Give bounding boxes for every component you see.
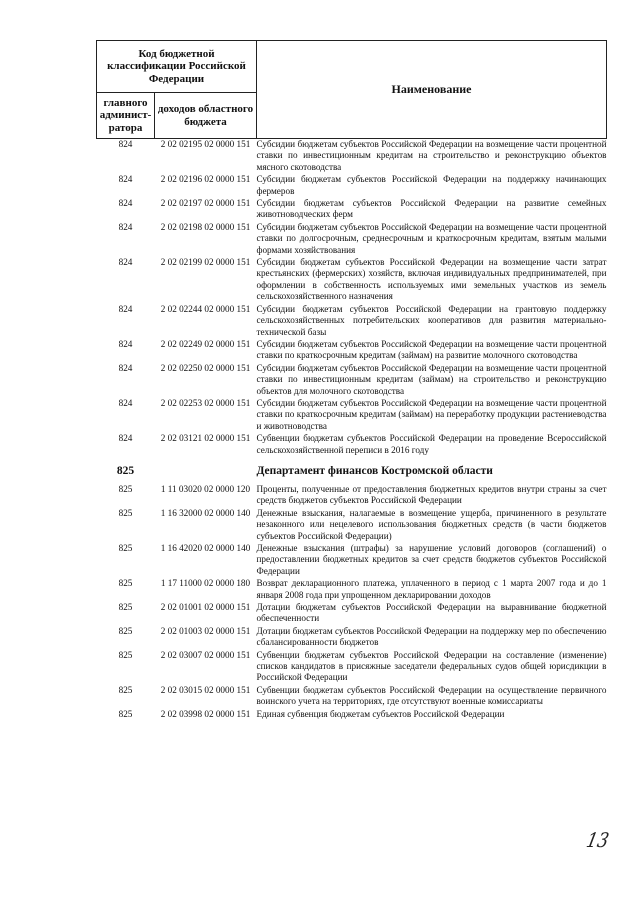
- admin-code-cell: 825: [118, 708, 133, 719]
- income-code-cell: 2 02 02197 02 0000 151: [160, 198, 251, 209]
- department-heading-row: [97, 457, 607, 484]
- income-code-cell: 2 02 02249 02 0000 151: [160, 338, 251, 349]
- name-cell: Дотации бюджетам субъектов Российской Федерации на поддержку мер по обеспечению сбалансированности бюджетов: [256, 625, 607, 648]
- admin-column-header: главного админист-ратора: [97, 93, 155, 139]
- table-row: [97, 650, 607, 685]
- name-cell: Субвенции бюджетам субъектов Российской Федерации на проведение Всероссийской сельскохозяйственной переписи в 2016 году: [256, 433, 607, 455]
- name-cell: Субсидии бюджетам субъектов Российской Федерации на возмещение части процентной ставки по краткосрочным кредитам (займам) на переработку продукции растениеводства и животноводства: [256, 397, 607, 431]
- income-code-cell: 2 02 01003 02 0000 151: [160, 625, 251, 636]
- table-row: [97, 174, 607, 198]
- name-cell: Субсидии бюджетам субъектов Российской Федерации на возмещение части процентной ставки по долгосрочным, среднесрочным и краткосрочным кредитам, взятым малыми формами хозяйствования: [256, 221, 607, 255]
- income-code-cell: 1 16 42020 02 0000 140: [160, 543, 251, 553]
- admin-code-cell: 825: [118, 684, 133, 695]
- table-header: [97, 41, 607, 139]
- admin-code-cell: 824: [118, 257, 133, 268]
- admin-code-cell: 825: [118, 602, 133, 613]
- admin-code-cell: 824: [118, 198, 133, 209]
- admin-code-cell: 825: [118, 483, 133, 494]
- income-code-cell: 1 11 03020 02 0000 120: [160, 483, 251, 494]
- admin-code-cell: 825: [118, 543, 133, 553]
- admin-code-cell: 824: [118, 362, 133, 373]
- income-code-cell: 2 02 02199 02 0000 151: [160, 257, 251, 268]
- table-row: [97, 484, 607, 508]
- income-code-cell: [155, 457, 257, 484]
- name-cell: Субсидии бюджетам субъектов Российской Федерации на возмещение части процентной ставки по краткосрочным кредитам (займам) на развитие молочного скотоводства: [256, 338, 607, 361]
- table-row: [97, 626, 607, 650]
- admin-code-cell: 824: [118, 221, 133, 232]
- admin-code-cell: 825: [118, 507, 133, 518]
- name-cell: Проценты, полученные от предоставления бюджетных кредитов внутри страны за счет средств бюджетов субъектов Российской Федерации: [256, 483, 607, 506]
- table-row: [97, 685, 607, 709]
- admin-code-cell: 824: [118, 174, 133, 185]
- table-row: [97, 602, 607, 626]
- name-cell: Дотации бюджетам субъектов Российской Федерации на выравнивание бюджетной обеспеченности: [256, 602, 607, 624]
- name-column-header: Наименование: [257, 41, 607, 139]
- admin-code-cell: 824: [118, 338, 133, 349]
- income-code-cell: 2 02 02253 02 0000 151: [160, 397, 251, 408]
- admin-code-cell: 824: [118, 397, 133, 408]
- income-code-cell: 2 02 02196 02 0000 151: [160, 174, 251, 185]
- table-row: [97, 578, 607, 602]
- table-row: [97, 433, 607, 457]
- table-row: [97, 257, 607, 304]
- name-cell: Субсидии бюджетам субъектов Российской Федерации на грантовую поддержку сельскохозяйственных потребительских кооперативов для развития материально-технической базы: [256, 303, 607, 337]
- name-cell: Денежные взыскания, налагаемые в возмещение ущерба, причиненного в результате незаконного или нецелевого использования бюджетных средств (в части бюджетов субъектов Российской Федерации): [256, 507, 607, 541]
- name-cell: Субсидии бюджетам субъектов Российской Федерации на развитие семейных животноводческих ферм: [256, 198, 607, 220]
- income-code-cell: 2 02 01001 02 0000 151: [160, 602, 251, 613]
- table-row: [97, 709, 607, 721]
- income-code-cell: 2 02 03007 02 0000 151: [160, 649, 251, 660]
- name-cell: Единая субвенция бюджетам субъектов Российской Федерации: [256, 708, 505, 719]
- page-number: 13: [584, 828, 612, 852]
- name-cell: Субвенции бюджетам субъектов Российской Федерации на осуществление первичного воинского учета на территориях, где отсутствуют военные комиссариаты: [256, 684, 607, 707]
- income-code-cell: 2 02 02198 02 0000 151: [160, 221, 251, 232]
- table-row: [97, 508, 607, 543]
- income-code-cell: 2 02 03998 02 0000 151: [160, 708, 251, 719]
- table-row: [97, 222, 607, 257]
- table-row: [97, 363, 607, 398]
- table-body: [97, 139, 607, 722]
- income-code-cell: 2 02 03121 02 0000 151: [160, 433, 251, 444]
- admin-code-cell: 825: [118, 649, 133, 660]
- code-group-header: Код бюджетной классификации Российской Федерации: [97, 41, 257, 93]
- income-column-header: доходов областного бюджета: [155, 93, 257, 139]
- table-row: [97, 139, 607, 175]
- income-code-cell: 2 02 02250 02 0000 151: [160, 362, 251, 373]
- income-code-cell: 2 02 03015 02 0000 151: [160, 684, 251, 695]
- name-cell: Департамент финансов Костромской области: [256, 464, 493, 477]
- name-cell: Субсидии бюджетам субъектов Российской Федерации на возмещение части затрат крестьянских (фермерских) хозяйств, включая индивидуальных предпринимателей, при оформлении в собственность используемых ими земельных участков из земель сельскохозяйственного назначения: [256, 257, 607, 302]
- budget-classification-table: [96, 40, 607, 721]
- name-cell: Возврат декларационного платежа, уплаченного в период с 1 марта 2007 года и до 1 января 2008 года при упрощенном декларировании доходов: [256, 578, 607, 600]
- name-cell: Субсидии бюджетам субъектов Российской Федерации на поддержку начинающих фермеров: [256, 174, 607, 196]
- name-cell: Денежные взыскания (штрафы) за нарушение условий договоров (соглашений) о предоставлении бюджетных кредитов за счет средств бюджетов субъектов Российской Федерации: [256, 543, 607, 576]
- income-code-cell: 1 17 11000 02 0000 180: [160, 578, 251, 589]
- name-cell: Субсидии бюджетам субъектов Российской Федерации на возмещение части процентной ставки по инвестиционным кредитам на строительство и реконструкцию объектов мясного скотоводства: [256, 139, 607, 172]
- name-cell: Субсидии бюджетам субъектов Российской Федерации на возмещение части процентной ставки по инвестиционным кредитам (займам) на строительство и реконструкцию объектов для молочного скотоводства: [256, 362, 607, 396]
- admin-code-cell: 824: [118, 303, 133, 314]
- table-row: [97, 304, 607, 339]
- table-row: [97, 339, 607, 363]
- income-code-cell: 1 16 32000 02 0000 140: [160, 507, 251, 518]
- admin-code-cell: 824: [118, 139, 133, 149]
- admin-code-cell: 825: [118, 625, 133, 636]
- table-row: [97, 543, 607, 578]
- income-code-cell: 2 02 02195 02 0000 151: [160, 139, 251, 149]
- admin-code-cell: 824: [118, 433, 133, 444]
- table-row: [97, 198, 607, 222]
- admin-code-cell: 825: [118, 578, 133, 589]
- income-code-cell: 2 02 02244 02 0000 151: [160, 303, 251, 314]
- admin-code-cell: 825: [116, 464, 135, 477]
- name-cell: Субвенции бюджетам субъектов Российской Федерации на составление (изменение) списков кандидатов в присяжные заседатели федеральных судов общей юрисдикции в Российской Федерации: [256, 649, 607, 683]
- table-row: [97, 398, 607, 433]
